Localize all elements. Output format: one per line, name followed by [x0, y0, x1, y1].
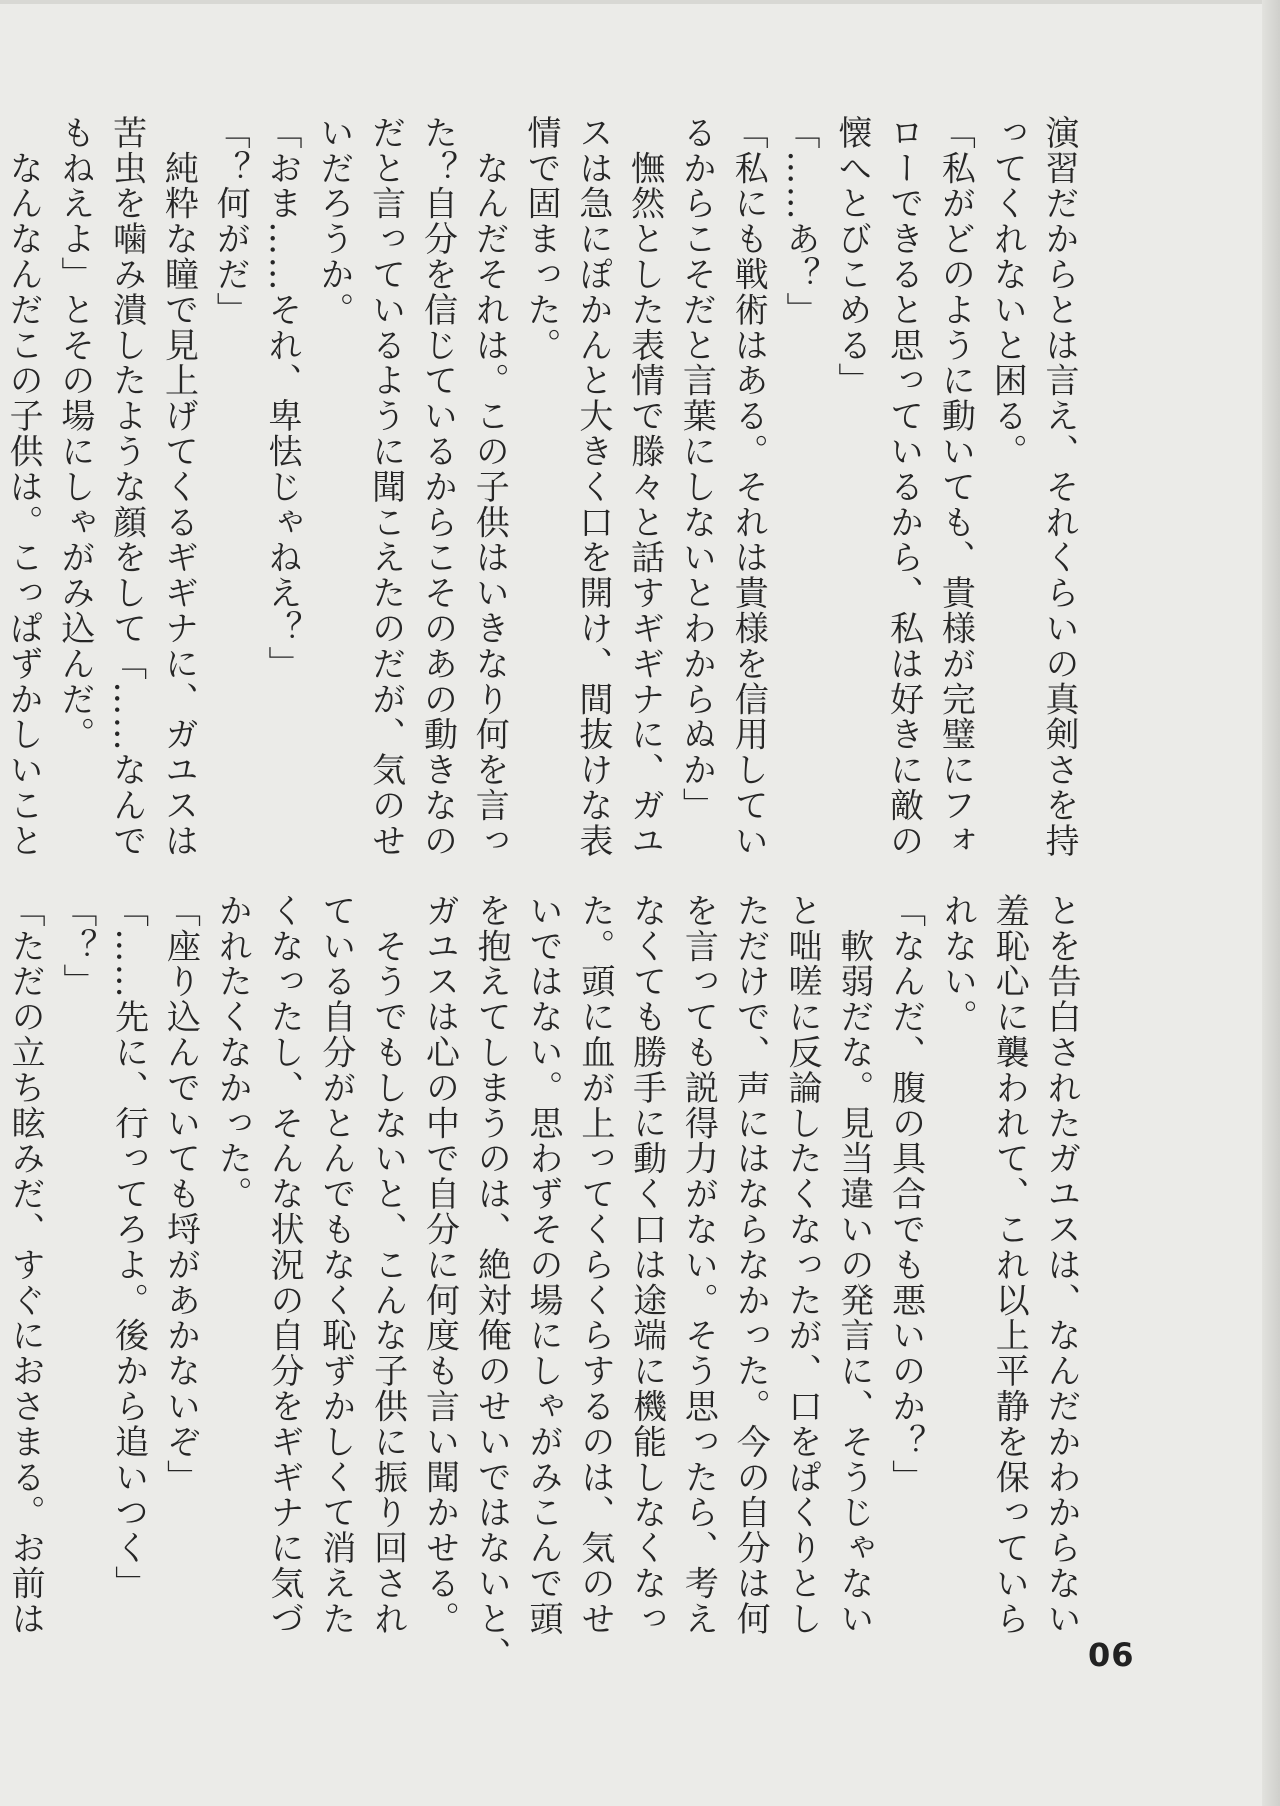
- text-column: 羞恥心に襲われて、これ以上平静を保っていら: [989, 893, 1030, 1637]
- page-top-edge: [0, 0, 1280, 4]
- text-column: 軟弱だな。見当違いの発言に、そうじゃない: [833, 893, 874, 1637]
- text-column: 演習だからとは言え、それくらいの真剣さを持: [1039, 115, 1079, 859]
- text-column: 「……先に、行ってろよ。後から追いつく」: [108, 893, 149, 1601]
- text-column: 「おま……それ、卑怯じゃねえ？」: [262, 115, 303, 682]
- text-column: もねえよ」とその場にしゃがみ込んだ。: [54, 115, 95, 753]
- text-column: を言っても説得力がない。そう思ったら、考え: [678, 893, 719, 1637]
- text-column: ってくれないと困る。: [987, 115, 1028, 469]
- text-column: れない。: [937, 893, 978, 1035]
- text-column: 「私がどのように動いても、貴様が完璧にフォ: [935, 115, 976, 859]
- text-column: そうでもしないと、こんな子供に振り回され: [367, 893, 408, 1637]
- text-column: ただけで、声にはならなかった。今の自分は何: [730, 893, 771, 1637]
- text-column: 憮然とした表情で滕々と話すギギナに、ガユ: [624, 115, 665, 859]
- text-column: 「ただの立ち眩みだ、すぐにおさまる。お前は: [5, 893, 46, 1637]
- text-column: 「座り込んでいても埒があかないぞ」: [160, 893, 201, 1495]
- text-column: とを告白されたガユスは、なんだかわからない: [1041, 893, 1081, 1637]
- text-column: だと言っているように聞こえたのだが、気のせ: [365, 115, 406, 859]
- text-column: 「？」: [56, 893, 97, 1000]
- text-column: を抱えてしまうのは、絶対俺のせいではないと、: [471, 893, 512, 1672]
- text-column: 「なんだ、腹の具合でも悪いのか？」: [885, 893, 926, 1495]
- text-block-top: [0, 115, 1084, 865]
- text-column: 「……あ？」: [780, 115, 821, 328]
- text-column: ている自分がとんでもなく恥ずかしくて消えた: [315, 893, 356, 1637]
- page-right-edge: [1262, 0, 1280, 1806]
- text-column: 純粋な瞳で見上げてくるギギナに、ガユスは: [158, 115, 199, 859]
- text-column: なくても勝手に動く口は途端に機能しなくなっ: [626, 893, 667, 1637]
- text-column: くなったし、そんな状況の自分をギギナに気づ: [264, 893, 305, 1637]
- text-column: るからこそだと言葉にしないとわからぬか」: [676, 115, 717, 823]
- text-block-bottom: [0, 893, 1086, 1672]
- text-column: スは急にぽかんと大きく口を開け、間抜けな表: [572, 115, 613, 859]
- text-column: なんなんだこの子供は。こっぱずかしいこと: [3, 115, 44, 859]
- page-number: 06: [1088, 1636, 1135, 1674]
- text-column: いではない。思わずその場にしゃがみこんで頭: [523, 893, 564, 1637]
- text-column: 苦虫を噛み潰したような顔をして「……なんで: [106, 115, 147, 859]
- text-column: かれたくなかった。: [212, 893, 253, 1212]
- text-column: た。頭に血が上ってくらくらするのは、気のせ: [574, 893, 615, 1637]
- text-column: 「？何がだ」: [210, 115, 251, 328]
- text-column: ガユスは心の中で自分に何度も言い聞かせる。: [419, 893, 460, 1637]
- text-column: と咄嗟に反論したくなったが、口をぱくりとし: [782, 893, 823, 1637]
- text-column: 情で固まった。: [521, 115, 562, 363]
- text-column: いだろうか。: [313, 115, 354, 328]
- text-column: ローできると思っているから、私は好きに敵の: [883, 115, 924, 859]
- text-column: た？自分を信じているからこそのあの動きなの: [417, 115, 458, 859]
- text-column: 「私にも戦術はある。それは貴様を信用してい: [728, 115, 769, 859]
- text-column: なんだそれは。この子供はいきなり何を言っ: [469, 115, 510, 859]
- text-column: 懐へとびこめる」: [831, 115, 872, 399]
